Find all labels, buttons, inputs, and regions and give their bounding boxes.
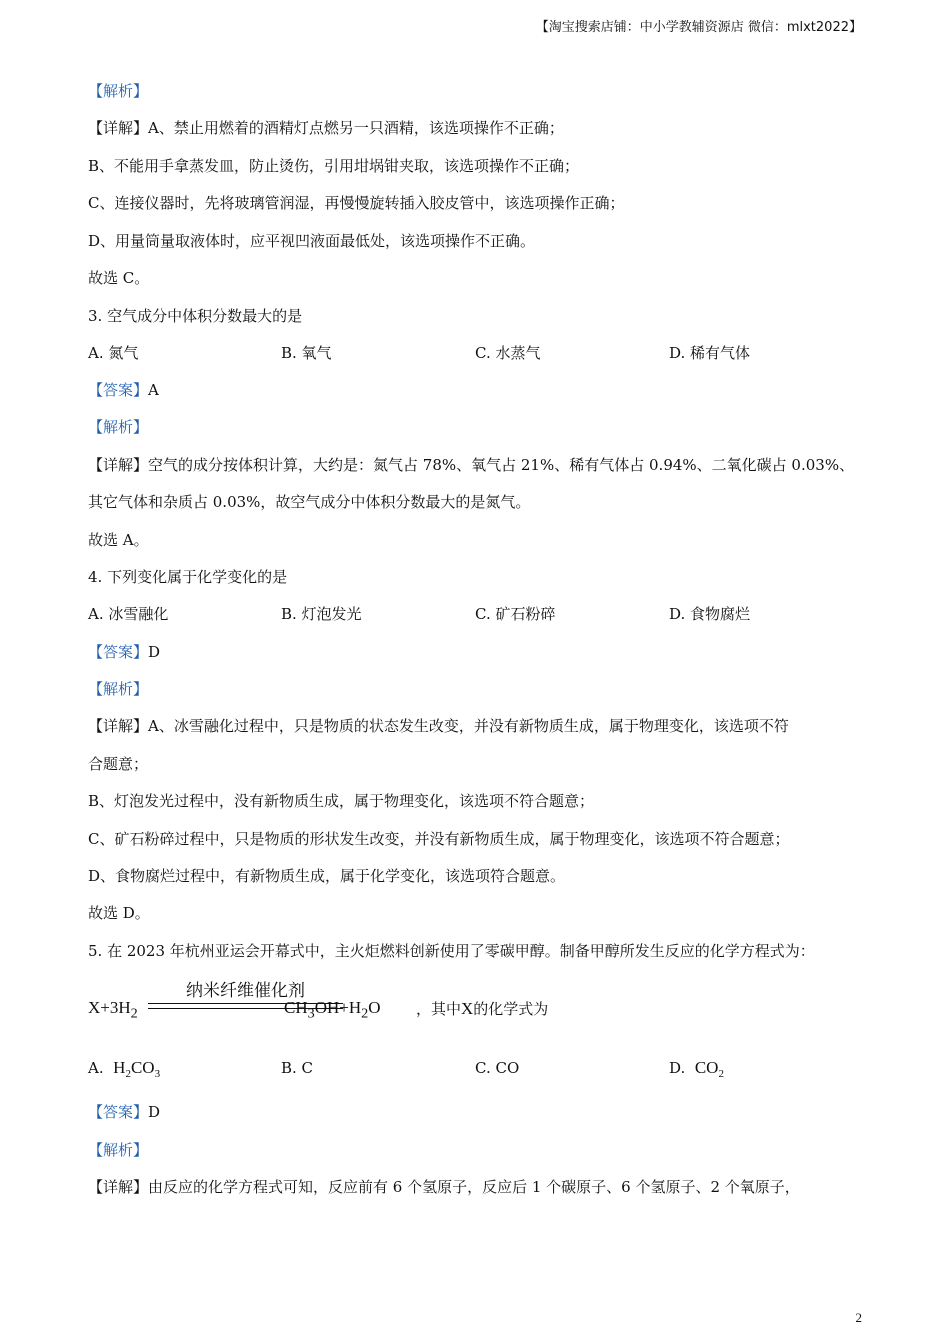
products-text: CH (284, 998, 308, 1017)
detail-paragraph (88, 118, 564, 138)
formula-part: CO (130, 1058, 155, 1077)
detail-paragraph (88, 1177, 800, 1197)
answer-tag: 【答案】 (88, 381, 149, 399)
variable-x: X (461, 999, 474, 1018)
detail-line: B、灯泡发光过程中，没有新物质生成，属于物理变化，该选项不符合题意； (88, 792, 595, 810)
detail-label: 【详解】 (88, 456, 149, 474)
detail-label: 【详解】 (88, 119, 149, 137)
option-label: A. (88, 1059, 104, 1077)
analysis-tag: 【解析】 (88, 680, 149, 698)
formula-part: H (113, 1058, 126, 1077)
option-a (88, 1058, 160, 1084)
detail-line: C、矿石粉碎过程中，只是物质的形状发生改变，并没有新物质生成，属于物理变化，该选项不符合题意； (88, 830, 790, 848)
option-d: D. 稀有气体 (669, 344, 751, 362)
question-stem: 5. 在 2023 年杭州亚运会开幕式中，主火炬燃料创新使用了零碳甲醇。制备甲醇所发生反应的化学方程式为： (88, 942, 815, 960)
analysis-tag: 【解析】 (88, 82, 149, 100)
subscript: 2 (130, 1005, 138, 1022)
option-a: A. 氮气 (88, 344, 139, 362)
page-number: 2 (855, 1310, 862, 1325)
detail-label: 【详解】 (88, 1178, 149, 1196)
option-c: C. CO (475, 1059, 520, 1077)
chemical-equation (88, 976, 848, 1026)
analysis-tag: 【解析】 (88, 418, 149, 436)
question-stem: 4. 下列变化属于化学变化的是 (88, 568, 288, 586)
answer-tag: 【答案】 (88, 643, 149, 661)
question-options (88, 343, 868, 363)
reaction-condition: 纳米纤维催化剂 (186, 981, 305, 1001)
subscript: 3 (154, 1068, 161, 1080)
question-stem: 3. 空气成分中体积分数最大的是 (88, 307, 303, 325)
detail-text: 空气的成分按体积计算，大约是：氮气占 78%、氧气占 21%、稀有气体占 0.94%、二氧化碳占 0.03%、 (148, 456, 855, 474)
question-options (88, 1058, 868, 1078)
answer-value: A (148, 381, 159, 399)
option-d: D. 食物腐烂 (669, 605, 751, 623)
option-c: C. 矿石粉碎 (475, 605, 556, 623)
detail-paragraph (88, 716, 789, 736)
answer-value: D (148, 1103, 161, 1121)
answer-line (88, 642, 160, 662)
analysis-tag: 【解析】 (88, 1141, 149, 1159)
conclusion: 故选 C。 (88, 269, 150, 287)
equation-question (416, 998, 548, 1019)
equation-reactants (88, 998, 138, 1022)
answer-value: D (148, 643, 161, 661)
detail-text: 由反应的化学方程式可知，反应前有 6 个氢原子，反应后 1 个碳原子、6 个氢原子、2 个氧原子， (148, 1178, 800, 1196)
reactants-text: X+3H (88, 998, 131, 1017)
subscript: 2 (718, 1068, 724, 1080)
option-label: D. (669, 1059, 686, 1077)
subscript: 2 (125, 1068, 131, 1080)
answer-tag: 【答案】 (88, 1103, 149, 1121)
option-b: B. C (281, 1059, 314, 1077)
subscript: 2 (361, 1005, 369, 1022)
option-c: C. 水蒸气 (475, 344, 541, 362)
question-text: 的化学式为 (473, 1000, 549, 1018)
detail-line: B、不能用手拿蒸发皿，防止烫伤，引用坩埚钳夹取，该选项操作不正确； (88, 157, 580, 175)
question-text: ，其中 (416, 1000, 462, 1018)
question-options (88, 604, 868, 624)
option-a: A. 冰雪融化 (88, 605, 169, 623)
subscript: 3 (307, 1005, 315, 1022)
conclusion: 故选 A。 (88, 531, 149, 549)
detail-text: A、禁止用燃着的酒精灯点燃另一只酒精，该选项操作不正确； (148, 119, 564, 137)
detail-line: 合题意； (88, 755, 149, 773)
option-b: B. 氧气 (281, 344, 332, 362)
detail-line: 其它气体和杂质占 0.03%，故空气成分中体积分数最大的是氮气。 (88, 493, 531, 511)
page-header: 【淘宝搜索店铺：中小学教辅资源店 微信：mlxt2022】 (535, 20, 862, 35)
detail-line: D、食物腐烂过程中，有新物质生成，属于化学变化，该选项符合题意。 (88, 867, 566, 885)
products-text: O (368, 998, 381, 1017)
equation-products (284, 998, 380, 1022)
answer-line (88, 1102, 160, 1122)
detail-line: C、连接仪器时，先将玻璃管润湿，再慢慢旋转插入胶皮管中，该选项操作正确； (88, 194, 625, 212)
conclusion: 故选 D。 (88, 904, 150, 922)
detail-line: D、用量筒量取液体时，应平视凹液面最低处，该选项操作不正确。 (88, 232, 536, 250)
detail-paragraph (88, 455, 854, 475)
option-b: B. 灯泡发光 (281, 605, 362, 623)
detail-label: 【详解】 (88, 717, 149, 735)
detail-text: A、冰雪融化过程中，只是物质的状态发生改变，并没有新物质生成，属于物理变化，该选项不符 (148, 717, 789, 735)
formula-part: CO (694, 1058, 719, 1077)
answer-line (88, 380, 159, 400)
products-text: OH+H (314, 998, 362, 1017)
option-d (669, 1058, 724, 1084)
